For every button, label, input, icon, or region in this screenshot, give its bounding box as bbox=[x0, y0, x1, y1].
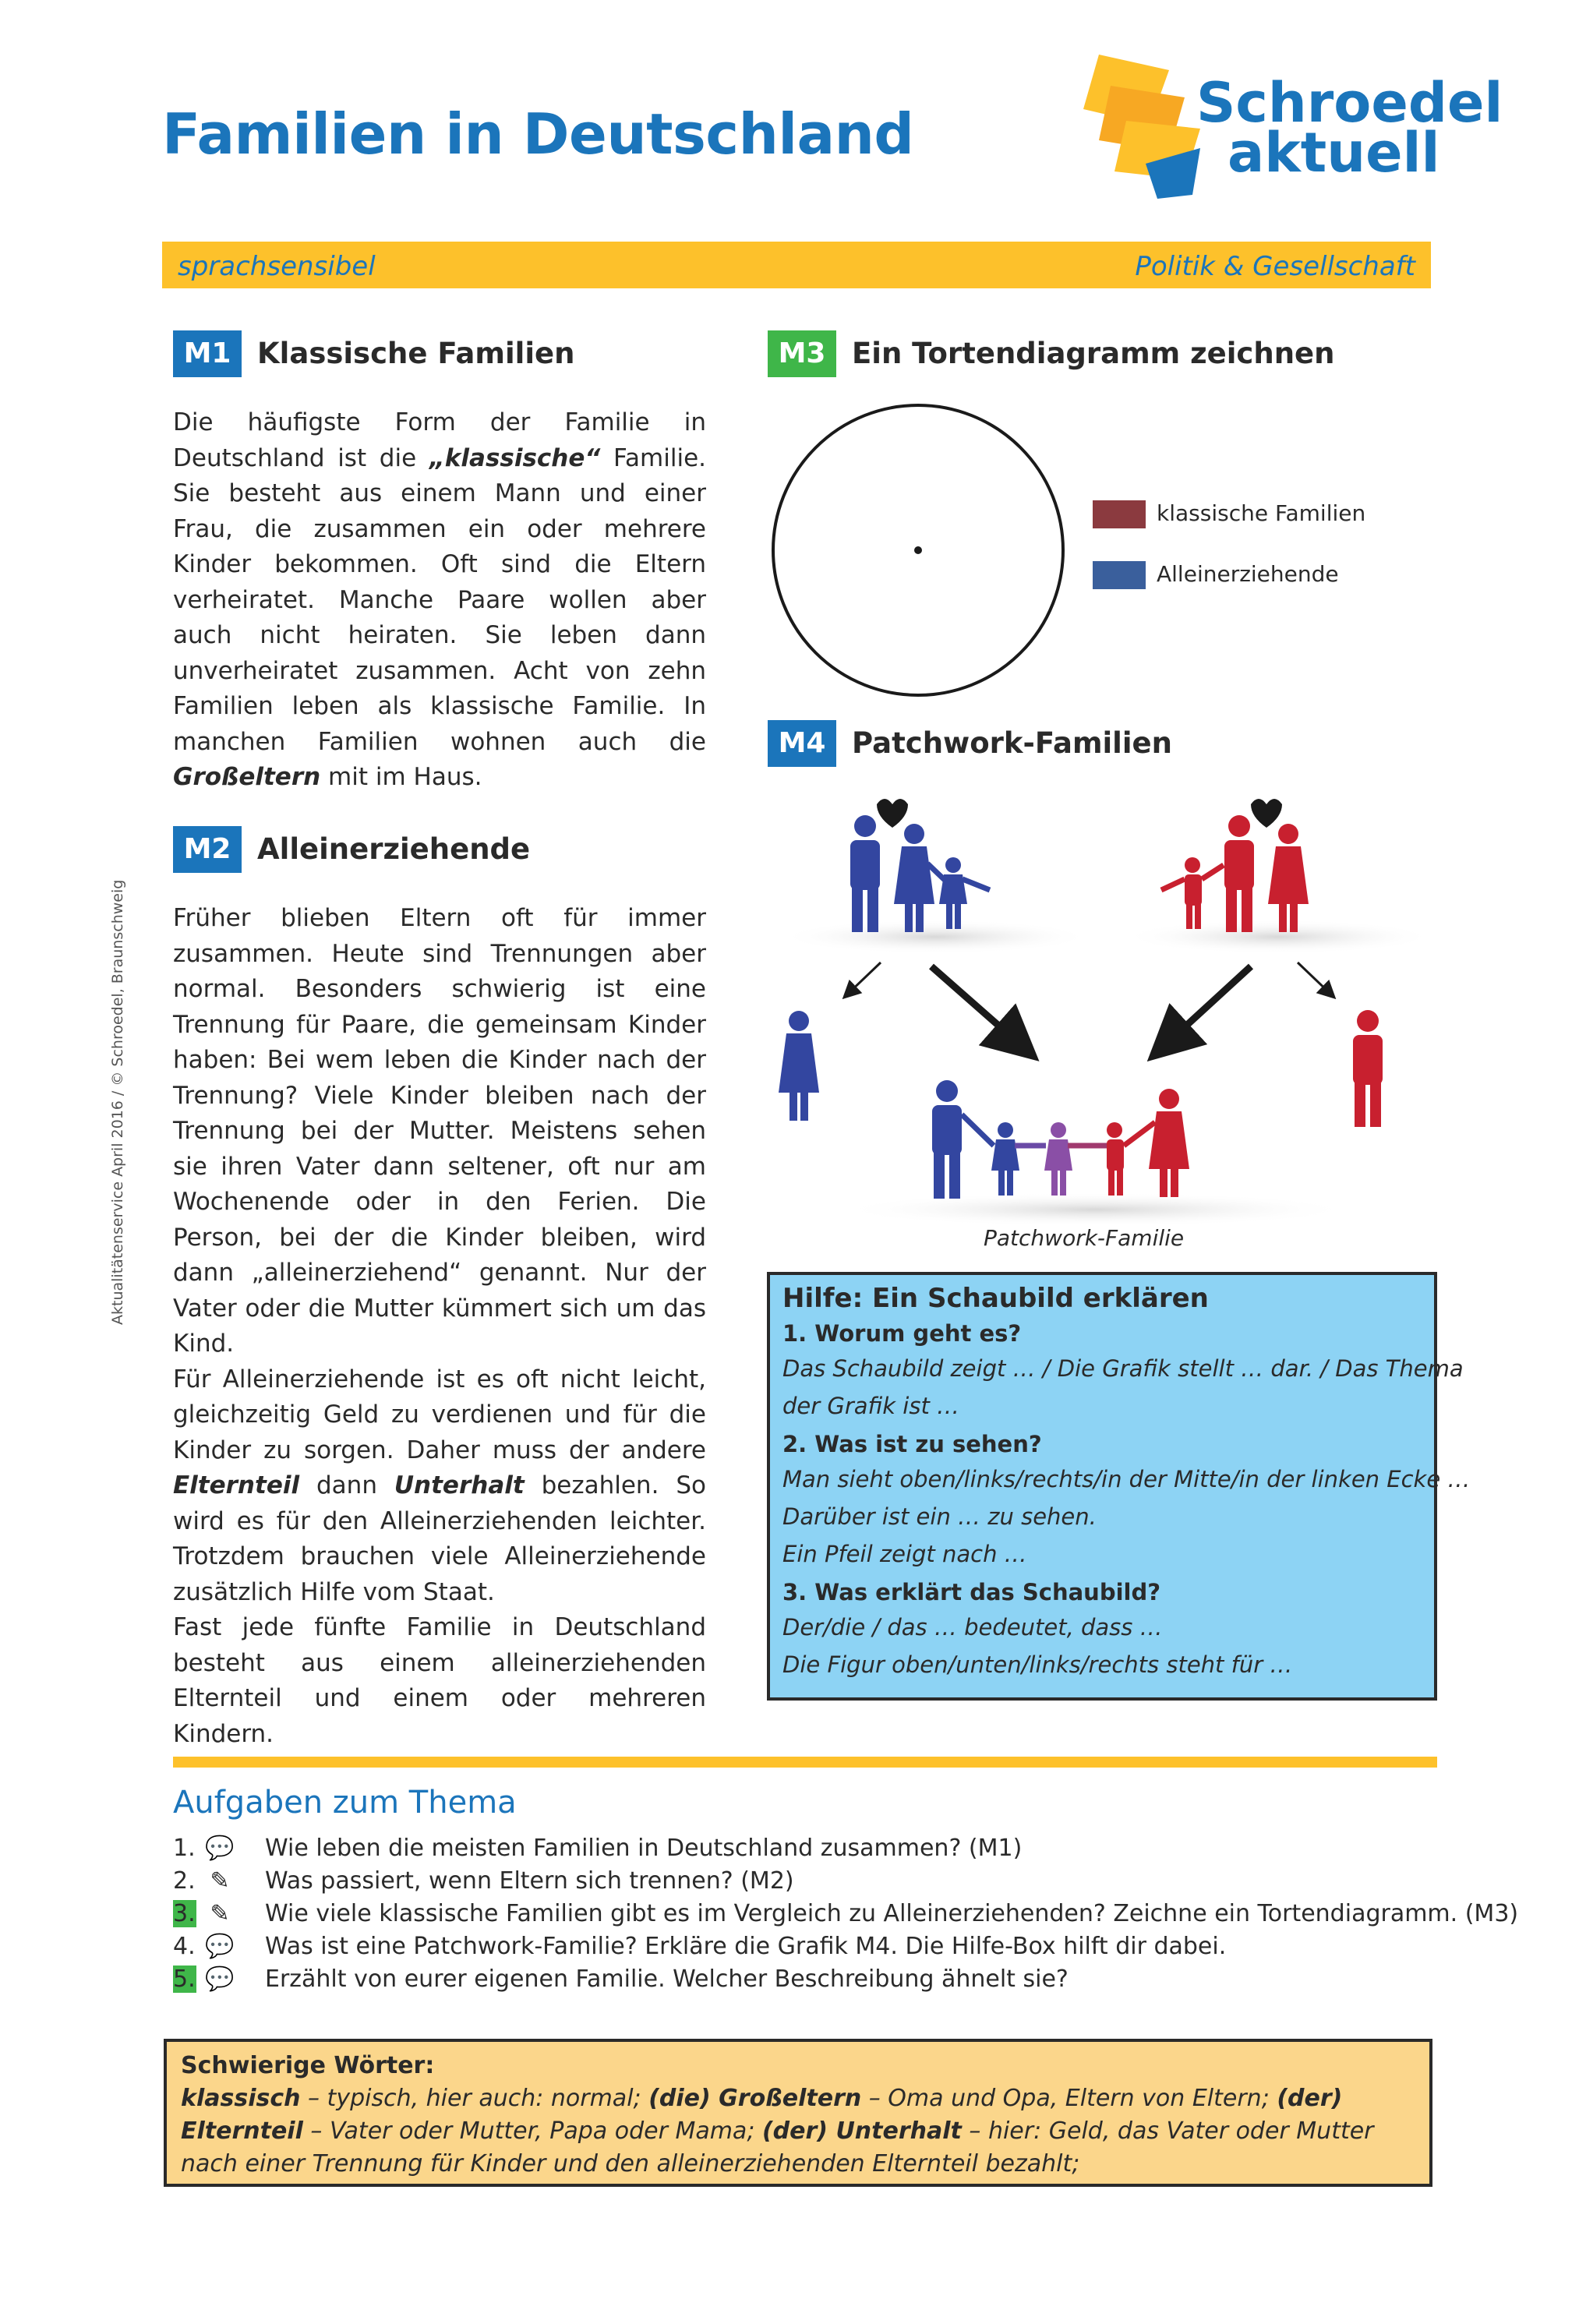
patchwork-family bbox=[932, 1080, 1189, 1199]
pencil-icon: ✎ bbox=[210, 1867, 230, 1895]
help-line: Die Figur oben/unten/links/rechts steht für … bbox=[782, 1651, 1293, 1678]
logo-text: Schroedel aktuell bbox=[1196, 71, 1503, 185]
band-label-right: Politik & Gesellschaft bbox=[1135, 251, 1415, 282]
tasks-title: Aufgaben zum Thema bbox=[173, 1785, 517, 1821]
copyright-note: Aktualitätenservice April 2016 / © Schroedel, Braunschweig bbox=[109, 879, 126, 1325]
page-title: Familien in Deutschland bbox=[162, 101, 914, 167]
legend-item: Alleinerziehende bbox=[1093, 561, 1365, 589]
m4-tag: M4 bbox=[768, 720, 836, 767]
m1-title: Klassische Familien bbox=[257, 337, 575, 370]
patchwork-diagram bbox=[768, 787, 1438, 1224]
m1-tag: M1 bbox=[173, 330, 242, 377]
task-item: 1. 💬 Wie leben die meisten Familien in Deutschland zusammen? (M1) bbox=[173, 1835, 1023, 1862]
arrow-icon bbox=[846, 962, 881, 996]
help-question: 1. Worum geht es? bbox=[782, 1320, 1022, 1347]
pie-legend bbox=[1093, 500, 1365, 589]
help-box bbox=[767, 1272, 1471, 1701]
m2-text: Früher blieben Eltern oft für immer zusammen. Heute sind Trennungen aber normal. Besonders schwierig ist eine Trennung für Paare, die gemeinsam Kinder haben: Bei wem leben die Kinder nach der Trennung? Viele Kinder bleiben nach der Trennung bei der Mutter. Meistens sehen sie ihren Vater dann seltener, oft nur am Wochenende oder in den Ferien. Die Person, bei der die Kinder bleiben, wird dann „alleinerziehend“ genannt. Nur der Vater oder die Mutter kümmert sich um das Kind. Für Alleinerziehende ist es oft nicht leicht, gleichzeitig Geld zu verdienen und für die Kinder zu sorgen. Daher muss der andere Elternteil dann Unterhalt bezahlen. So wird es für den Alleinerziehenden leichter. Trotzdem brauchen viele Alleinerziehende zusätzlich Hilfe vom Staat. Fast jede fünfte Familie in Deutschland besteht aus einem alleinerziehenden Elternteil und einem oder mehreren Kindern. bbox=[173, 904, 706, 1748]
family-right bbox=[1161, 815, 1309, 932]
band-label-left: sprachsensibel bbox=[178, 251, 376, 282]
task-item: 4. 💬 Was ist eine Patchwork-Familie? Erkläre die Grafik M4. Die Hilfe-Box hilft dir dabei. bbox=[173, 1933, 1227, 1960]
legend-swatch bbox=[1093, 500, 1146, 528]
help-line: Der/die / das … bedeutet, dass … bbox=[782, 1614, 1163, 1641]
task-item: 2. ✎ Was passiert, wenn Eltern sich trennen? (M2) bbox=[173, 1867, 794, 1895]
divider bbox=[173, 1757, 1437, 1768]
help-line: Man sieht oben/links/rechts/in der Mitte/in der linken Ecke … bbox=[782, 1466, 1471, 1492]
m4-title: Patchwork-Familien bbox=[852, 726, 1172, 760]
m3-tag: M3 bbox=[768, 330, 836, 377]
glossary-box bbox=[164, 2039, 1432, 2187]
arrow-icon bbox=[1157, 966, 1251, 1052]
glossary-text: klassisch – typisch, hier auch: normal; (die) Großeltern – Oma und Opa, Eltern von Eltern; (der) Elternteil – Vater oder Mutter, Papa oder Mama; (der) Unterhalt – hier: Geld, das Vater oder Mutter nach einer Trennung für Kinder und den alleinerziehenden Elternteil bezahlt; bbox=[181, 2085, 1374, 2177]
family-left bbox=[850, 815, 990, 932]
task-item: 3. ✎ Wie viele klassische Familien gibt es im Vergleich zu Alleinerziehenden? Zeichne ein Tortendiagramm. (M3) bbox=[173, 1900, 1519, 1927]
single-parent-right bbox=[1353, 1010, 1383, 1127]
broken-heart-icon bbox=[877, 799, 908, 828]
m2-tag: M2 bbox=[173, 826, 242, 873]
help-question: 3. Was erklärt das Schaubild? bbox=[782, 1579, 1161, 1605]
help-line: Ein Pfeil zeigt nach … bbox=[782, 1541, 1027, 1567]
help-line: Darüber ist ein … zu sehen. bbox=[782, 1503, 1097, 1530]
legend-swatch bbox=[1093, 561, 1146, 589]
arrow-icon bbox=[931, 966, 1029, 1052]
m1-text: Die häufigste Form der Familie in Deutschland ist die „klassische“ Familie. Sie besteht aus einem Mann und einer Frau, die zusammen ein oder mehrere Kinder bekommen. Oft sind die Eltern verheiratet. Manche Paare wollen aber auch nicht heiraten. Sie leben dann unverheiratet zusammen. Acht von zehn Familien leben als klassische Familie. In manchen Familien wohnen auch die Großeltern mit im Haus. bbox=[173, 408, 706, 791]
arrow-icon bbox=[1298, 962, 1333, 996]
single-parent-left bbox=[779, 1011, 819, 1121]
speech-icon: 💬 bbox=[205, 1966, 235, 1993]
help-title: Hilfe: Ein Schaubild erklären bbox=[782, 1283, 1209, 1314]
speech-icon: 💬 bbox=[205, 1933, 235, 1960]
help-question: 2. Was ist zu sehen? bbox=[782, 1431, 1042, 1457]
m2-title: Alleinerziehende bbox=[257, 832, 531, 866]
help-line: der Grafik ist … bbox=[782, 1393, 960, 1419]
category-band bbox=[162, 242, 1431, 288]
legend-item: klassische Familien bbox=[1093, 500, 1365, 528]
patchwork-caption: Patchwork-Familie bbox=[984, 1225, 1185, 1251]
empty-pie-chart bbox=[770, 397, 1082, 709]
task-item: 5. 💬 Erzählt von eurer eigenen Familie. Welcher Beschreibung ähnelt sie? bbox=[173, 1966, 1069, 1993]
speech-icon: 💬 bbox=[205, 1835, 235, 1862]
broken-heart-icon bbox=[1251, 799, 1282, 828]
m3-title: Ein Tortendiagramm zeichnen bbox=[852, 337, 1335, 370]
glossary-title: Schwierige Wörter: bbox=[181, 2052, 435, 2079]
help-line: Das Schaubild zeigt … / Die Grafik stellt … dar. / Das Thema bbox=[782, 1355, 1464, 1382]
pencil-icon: ✎ bbox=[210, 1900, 230, 1927]
